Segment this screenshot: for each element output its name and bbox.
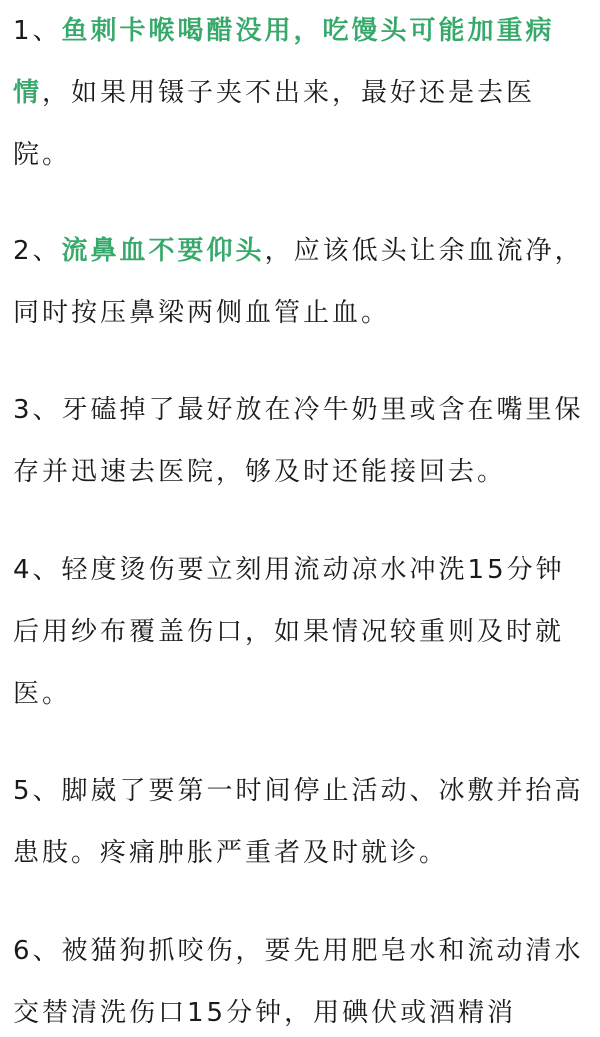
tip-number: 2、 xyxy=(13,236,62,266)
tip-paragraph-2 xyxy=(13,220,593,344)
tip-text: 轻度烫伤要立刻用流动凉水冲洗15分钟后用纱布覆盖伤口，如果情况较重则及时就医。 xyxy=(13,555,565,709)
tip-highlight: 流鼻血不要仰头 xyxy=(61,236,265,266)
tip-text: 牙磕掉了最好放在冷牛奶里或含在嘴里保存并迅速去医院，够及时还能接回去。 xyxy=(13,395,584,487)
tip-paragraph-5 xyxy=(13,760,593,884)
tip-paragraph-6 xyxy=(13,920,593,1037)
tip-number: 4、 xyxy=(13,555,62,585)
tip-paragraph-4 xyxy=(13,539,593,725)
tip-number: 6、 xyxy=(13,936,62,966)
tip-number: 3、 xyxy=(13,395,62,425)
tip-text: ，应该低头让余血流净，同时按压鼻梁两侧血管止血。 xyxy=(13,236,584,328)
tip-text: ，如果用镊子夹不出来，最好还是去医院。 xyxy=(13,78,536,170)
tip-text: 脚崴了要第一时间停止活动、冰敷并抬高患肢。疼痛肿胀严重者及时就诊。 xyxy=(13,776,584,868)
tip-paragraph-3 xyxy=(13,379,593,503)
tip-number: 5、 xyxy=(13,776,62,806)
tip-paragraph-1 xyxy=(13,0,593,186)
tip-text: 被猫狗抓咬伤，要先用肥皂水和流动清水交替清洗伤口15分钟，用碘伏或酒精消 xyxy=(13,936,584,1028)
tip-highlight: 鱼刺卡喉喝醋没用，吃馒头可能加重病情 xyxy=(13,16,555,108)
tip-number: 1、 xyxy=(13,16,62,46)
